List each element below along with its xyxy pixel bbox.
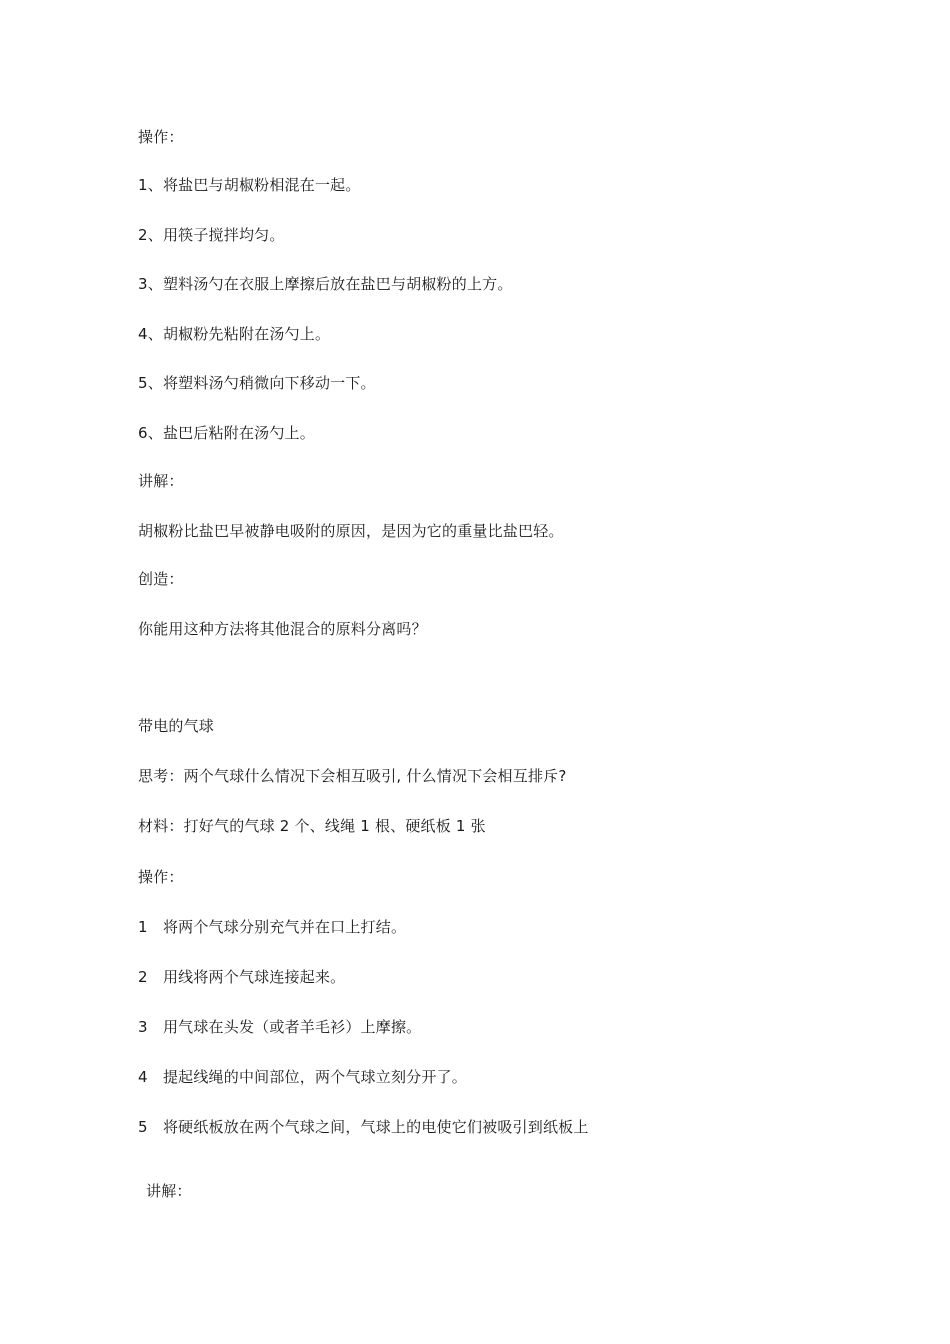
balloon-step-3: 3 用气球在头发（或者羊毛衫）上摩擦。 [138, 1018, 422, 1036]
step-6: 6、盐巴后粘附在汤勺上。 [138, 424, 315, 442]
heading-explanation-2: 讲解： [146, 1182, 192, 1200]
heading-operation-2: 操作： [138, 868, 184, 886]
step-5: 5、将塑料汤勺稍微向下移动一下。 [138, 374, 376, 392]
explanation-text: 胡椒粉比盐巴早被静电吸附的原因，是因为它的重量比盐巴轻。 [138, 522, 564, 540]
step-4: 4、胡椒粉先粘附在汤勺上。 [138, 325, 331, 343]
balloon-step-2: 2 用线将两个气球连接起来。 [138, 968, 346, 986]
balloon-step-5: 5 将硬纸板放在两个气球之间，气球上的电使它们被吸引到纸板上 [138, 1118, 589, 1136]
heading-explanation: 讲解： [138, 472, 184, 490]
materials: 材料：打好气的气球 2 个、线绳 1 根、硬纸板 1 张 [138, 817, 486, 835]
step-3: 3、塑料汤勺在衣服上摩擦后放在盐巴与胡椒粉的上方。 [138, 275, 513, 293]
step-2: 2、用筷子搅拌均匀。 [138, 226, 285, 244]
step-1: 1、将盐巴与胡椒粉相混在一起。 [138, 176, 361, 194]
thinking-question: 思考：两个气球什么情况下会相互吸引, 什么情况下会相互排斥? [138, 767, 567, 785]
section-title: 带电的气球 [138, 717, 215, 735]
balloon-step-1: 1 将两个气球分别充气并在口上打结。 [138, 918, 407, 936]
heading-creation: 创造： [138, 570, 184, 588]
balloon-step-4: 4 提起线绳的中间部位，两个气球立刻分开了。 [138, 1068, 467, 1086]
heading-operation: 操作： [138, 128, 184, 146]
creation-question: 你能用这种方法将其他混合的原料分离吗？ [138, 620, 427, 638]
